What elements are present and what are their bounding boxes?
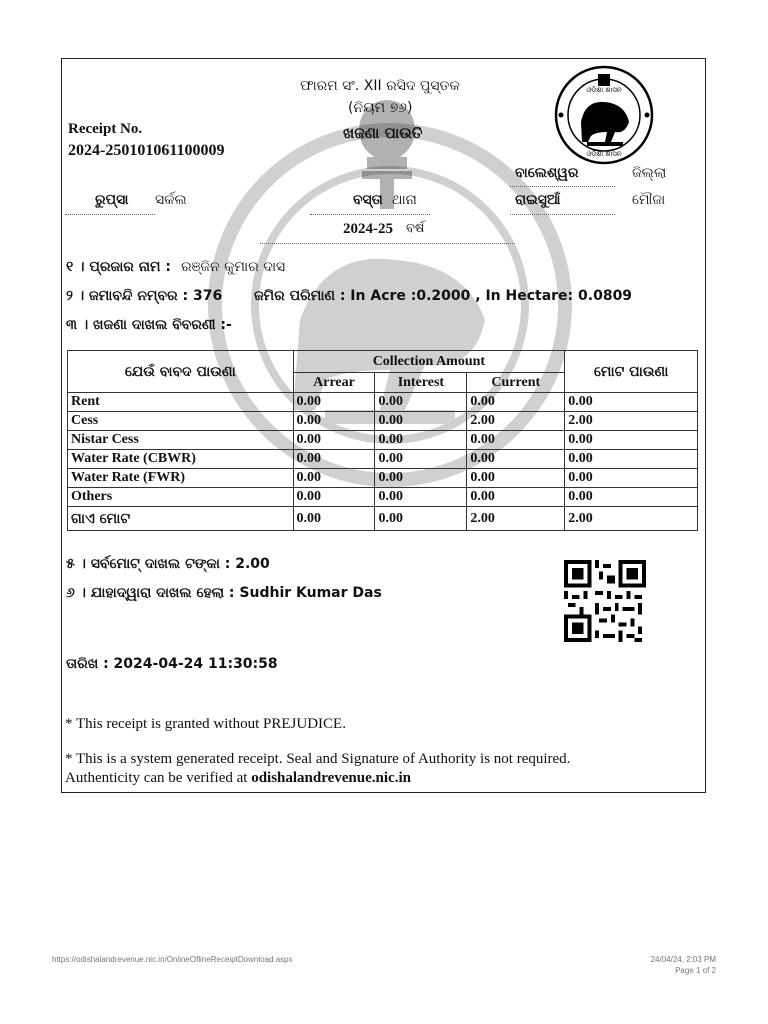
details-label: ୩ । ଖଜଣା ଦାଖଲ ବିବରଣୀ :- — [66, 317, 232, 333]
tenant-label: ୧ । ପ୍ରଜାର ନାମ : — [66, 259, 171, 275]
year-label: ବର୍ଷ — [406, 221, 425, 236]
land-area: ଜମିର ପରିମାଣ : In Acre :0.2000 , In Hectare: 0.0809 — [254, 288, 633, 304]
receipt-date: ତାରିଖ : 2024-04-24 11:30:58 — [66, 656, 278, 672]
sub-head-current: Current — [467, 373, 565, 393]
note-system: * This is a system generated receipt. Seal and Signature of Authority is not required. — [65, 751, 571, 767]
receipt-label: Receipt No. — [68, 121, 143, 137]
sub-head-arrear: Arrear — [293, 373, 375, 393]
table-row: Others 0.00 0.00 0.00 0.00 — [68, 488, 698, 507]
qr-code — [562, 560, 648, 642]
footer-page: Page 1 of 2 — [675, 966, 716, 975]
total-head: ମୋଟ ପାଉଣା — [565, 351, 698, 393]
footer-datetime: 24/04/24, 2:03 PM — [650, 955, 716, 964]
district-name: ବାଲେଶ୍ୱର — [515, 165, 579, 181]
circle-label: ସର୍କଲ — [155, 192, 187, 208]
collection-table — [67, 350, 698, 531]
thana-name: ବସ୍ତା — [353, 192, 383, 208]
receipt-number: 2024-250101061100009 — [68, 142, 225, 159]
table-row: Nistar Cess 0.00 0.00 0.00 0.00 — [68, 431, 698, 450]
odisha-seal — [553, 64, 655, 166]
year-value: 2024-25 — [343, 221, 393, 237]
table-row: Water Rate (FWR) 0.00 0.00 0.00 0.00 — [68, 469, 698, 488]
note-prejudice: * This receipt is granted without PREJUDICE. — [65, 716, 346, 732]
total-paid: ୫ । ସର୍ବମୋଟ୍ ଦାଖଲ ଟଙ୍କା : 2.00 — [66, 556, 270, 572]
mouza-label: ମୌଜା — [632, 192, 666, 208]
form-line2: (ନିୟମ ୭୬) — [348, 100, 413, 116]
district-label: ଜିଲ୍ଲା — [632, 165, 667, 181]
sub-head-interest: Interest — [375, 373, 467, 393]
note-authenticity: Authenticity can be verified at odishalandrevenue.nic.in — [65, 770, 411, 786]
form-line1: ଫାରମ ସଂ. XII ରସିଦ ପୁସ୍ତକ — [300, 78, 460, 94]
tenant-name: ରଞ୍ଜିନ କୁମାର ଦାସ — [181, 259, 286, 275]
table-row-total: ଗାଏ ମୋଟ 0.00 0.00 2.00 2.00 — [68, 507, 698, 531]
seal-top-text: ଓଡ଼ିଶା ଶାସନ — [586, 86, 622, 94]
authenticity-link[interactable]: odishalandrevenue.nic.in — [251, 770, 411, 786]
table-row: Rent 0.00 0.00 0.00 0.00 — [68, 393, 698, 412]
footer-url: https://odishalandrevenue.nic.in/OnlineOflineReceiptDownload.aspx — [52, 955, 293, 964]
mouza-name: ରାଇସୁଆଁ — [515, 192, 561, 208]
col-head: ଯେଉଁ ବାବଦ ପାଉଣା — [68, 351, 294, 393]
seal-bottom-text: ଓଡ଼ିଶା ଶାସନ — [586, 150, 622, 158]
group-head: Collection Amount — [293, 351, 565, 373]
thana-label: ଥାନା — [392, 192, 417, 208]
khata-number: ୨ । ଜମାବନ୍ଦି ନମ୍ବର : 376 — [66, 288, 223, 304]
paid-by: ୬ । ଯାହାଦ୍ୱାରା ଦାଖଲ ହେଲା : Sudhir Kumar Das — [66, 585, 382, 601]
table-row: Water Rate (CBWR) 0.00 0.00 0.00 0.00 — [68, 450, 698, 469]
table-row: Cess 0.00 0.00 2.00 2.00 — [68, 412, 698, 431]
circle-name: ରୁପ୍ସା — [95, 192, 129, 208]
form-title: ଖଜଣା ପାଉତି — [343, 124, 423, 142]
